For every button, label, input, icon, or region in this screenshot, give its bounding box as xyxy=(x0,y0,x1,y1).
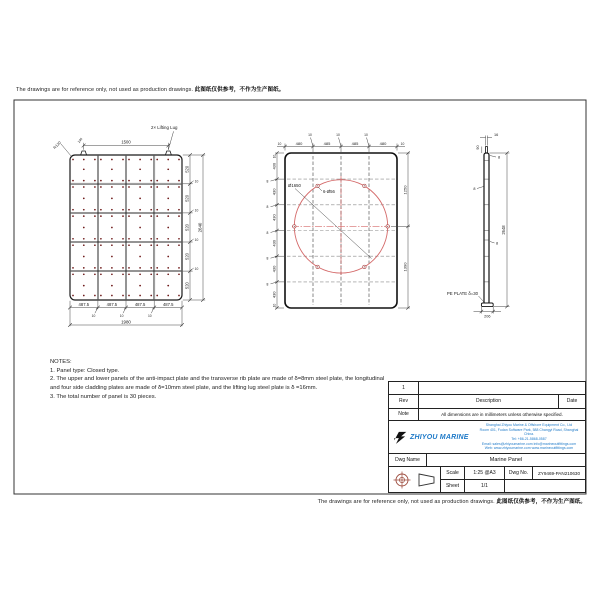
first-angle-projection-icon xyxy=(392,470,438,490)
dim-bolt-circle: Ø1650 xyxy=(288,183,301,188)
dim-right-lower: 1390 xyxy=(402,262,408,272)
dim-top-seam-gap: 10 xyxy=(364,133,368,137)
plan-view xyxy=(53,125,205,327)
dim-row: 520 xyxy=(184,282,190,290)
sheet-label: Sheet xyxy=(441,480,465,492)
dim-top: 480 xyxy=(295,141,303,146)
note-item: 2. The upper and lower panels of the anti-impact plate and the transverse rib plate are made of δ=8mm steel plate, the longitudinal and four side cladding plates are made of δ=10mm steel plate, and the lifting lug steel plate is δ =16mm. xyxy=(50,376,385,392)
dim-top-seam-gap: 10 xyxy=(336,133,340,137)
side-plate xyxy=(484,153,489,304)
side-dim-lines xyxy=(474,136,510,314)
label-lifting-lug: 2× Lifting Lug xyxy=(151,125,178,130)
dim-left-seam: 8 xyxy=(266,256,269,261)
dim-row: 520 xyxy=(184,165,190,173)
date-header: Date xyxy=(566,398,578,405)
dim-plate-thk: 8 xyxy=(473,187,476,191)
dim-lug-offset: 240 xyxy=(76,137,84,144)
dim-col-gap: 10 xyxy=(119,314,124,318)
scale-label: Scale xyxy=(441,467,465,479)
dim-col-gap: 10 xyxy=(91,314,96,318)
rev-entry-description xyxy=(419,382,585,394)
note-item: 1. Panel type: Closed type. xyxy=(50,367,120,374)
company-info-line: Email: sales@zhiyoumarine.com info@marineoutfittings.com xyxy=(481,441,577,446)
rev-header: Rev xyxy=(389,395,419,407)
company-info-line: Tel: +86-21-5868-0587 xyxy=(511,437,547,442)
dim-side-total-height: 2648 xyxy=(500,225,506,235)
dim-row-gap: 10 xyxy=(194,266,199,271)
dim-left-seam: 8 xyxy=(266,282,269,287)
note-text: All dimensions are in millimeters unless otherwise specified. xyxy=(441,411,563,417)
banner-text-en: The drawings are for reference only, not used as production drawings. xyxy=(317,499,497,505)
scale-row xyxy=(441,467,585,480)
zhiyou-logo-icon xyxy=(392,429,408,445)
dim-left-gap: 10 xyxy=(272,154,277,159)
dim-plate-thk: 8 xyxy=(496,241,499,246)
dim-col: 487.5 xyxy=(78,302,90,307)
dim-left: 430 xyxy=(271,239,277,247)
note-label: Note xyxy=(389,409,419,420)
scale-value: 1:25 @A3 xyxy=(465,467,505,479)
dim-row-gap: 10 xyxy=(194,208,199,213)
dim-top-seam-gap: 10 xyxy=(308,133,312,137)
dim-top: 485 xyxy=(351,141,359,146)
dim-col: 487.5 xyxy=(106,302,118,307)
dim-col: 487.5 xyxy=(162,302,174,307)
sheet-value: 1/1 xyxy=(465,480,505,492)
dim-left: 430 xyxy=(271,162,277,170)
side-view xyxy=(447,133,510,319)
dim-top: 480 xyxy=(379,141,387,146)
side-dim-texts xyxy=(447,133,506,319)
dim-left: 430 xyxy=(271,188,277,196)
note-item: 3. The total number of panel is 30 pieces. xyxy=(50,393,157,400)
dim-left: 430 xyxy=(271,265,277,273)
dim-row: 520 xyxy=(184,224,190,231)
projection-symbol-cell xyxy=(389,467,441,492)
dim-holes: 6-Ø56 xyxy=(323,189,335,194)
description-header: Description xyxy=(419,395,559,407)
dim-lug-width: 16 xyxy=(494,133,499,137)
dim-row-gap: 10 xyxy=(194,179,199,184)
scale-sheet-rows xyxy=(389,467,585,492)
dim-row: 520 xyxy=(184,253,190,260)
dim-lug-height: 90 xyxy=(476,145,480,150)
dim-col: 487.5 xyxy=(134,302,146,307)
dwg-no-label: Dwg No. xyxy=(505,467,533,479)
banner-text-en: The drawings are for reference only, not used as production drawings. xyxy=(16,87,195,93)
company-info-line: Room 401, Fudan Software Park, 588 Changyi Road, Shanghai China. xyxy=(479,427,579,437)
dim-top: 485 xyxy=(323,141,331,146)
dim-top-gap: 10 xyxy=(277,142,282,146)
dim-right-upper: 1250 xyxy=(402,185,408,195)
dim-left-gap: 10 xyxy=(272,303,277,308)
bottom-reference-banner xyxy=(318,497,586,505)
dim-pe-width: 206 xyxy=(484,314,491,319)
dwg-name-label: Dwg Name xyxy=(389,454,427,466)
dim-left-seam: 8 xyxy=(266,179,269,184)
title-block xyxy=(388,381,586,493)
company-name: ZHIYOU MARINE xyxy=(410,433,469,441)
notes-title: NOTES: xyxy=(50,359,72,365)
dim-corner-radius: R120 xyxy=(52,140,62,150)
dim-plate-thk: 8 xyxy=(498,155,501,160)
side-pe-plate xyxy=(481,303,493,307)
dwg-name-row xyxy=(389,454,585,467)
dim-left-seam: 8 xyxy=(266,230,269,235)
label-pe-plate: PE PLATE δ=30 xyxy=(446,291,478,296)
dim-left: 430 xyxy=(271,291,277,299)
notes-block xyxy=(50,358,386,401)
company-info-line: Web: www.zhiyoumarine.com www.marineoutfittings.com xyxy=(484,446,574,451)
rib-view xyxy=(267,133,410,310)
company-info xyxy=(475,421,585,453)
rev-entry-number: 1 xyxy=(389,382,419,394)
revision-entry-row xyxy=(389,382,585,395)
dim-left-seam: 8 xyxy=(266,205,269,210)
company-logo-cell xyxy=(389,421,475,453)
sheet-row xyxy=(441,480,585,492)
dim-col-gap: 10 xyxy=(147,314,152,318)
banner-text-zh: 此图纸仅供参考，不作为生产图纸。 xyxy=(496,499,586,505)
dim-total-width: 1980 xyxy=(121,319,131,325)
revision-header-row xyxy=(389,395,585,408)
dim-top-gap: 10 xyxy=(400,142,405,146)
sheet-spare-cell xyxy=(505,480,585,492)
company-info-line: Shanghai Zhiyou Marine & Offshore Equipment Co., Ltd xyxy=(485,423,573,428)
note-row xyxy=(389,409,585,421)
company-row xyxy=(389,421,585,454)
dim-left: 430 xyxy=(271,214,277,221)
dim-row-gap: 10 xyxy=(194,237,199,242)
banner-text-zh: 此图纸仅供参考，不作为生产图纸。 xyxy=(194,87,285,93)
dim-lug-span: 1500 xyxy=(121,139,131,145)
dwg-name-value: Marine Panel xyxy=(489,457,523,464)
dim-total-height: 2640 xyxy=(197,222,203,233)
dim-row: 520 xyxy=(184,194,190,202)
dwg-no-value: ZY9469-PAN210630 xyxy=(537,470,581,476)
